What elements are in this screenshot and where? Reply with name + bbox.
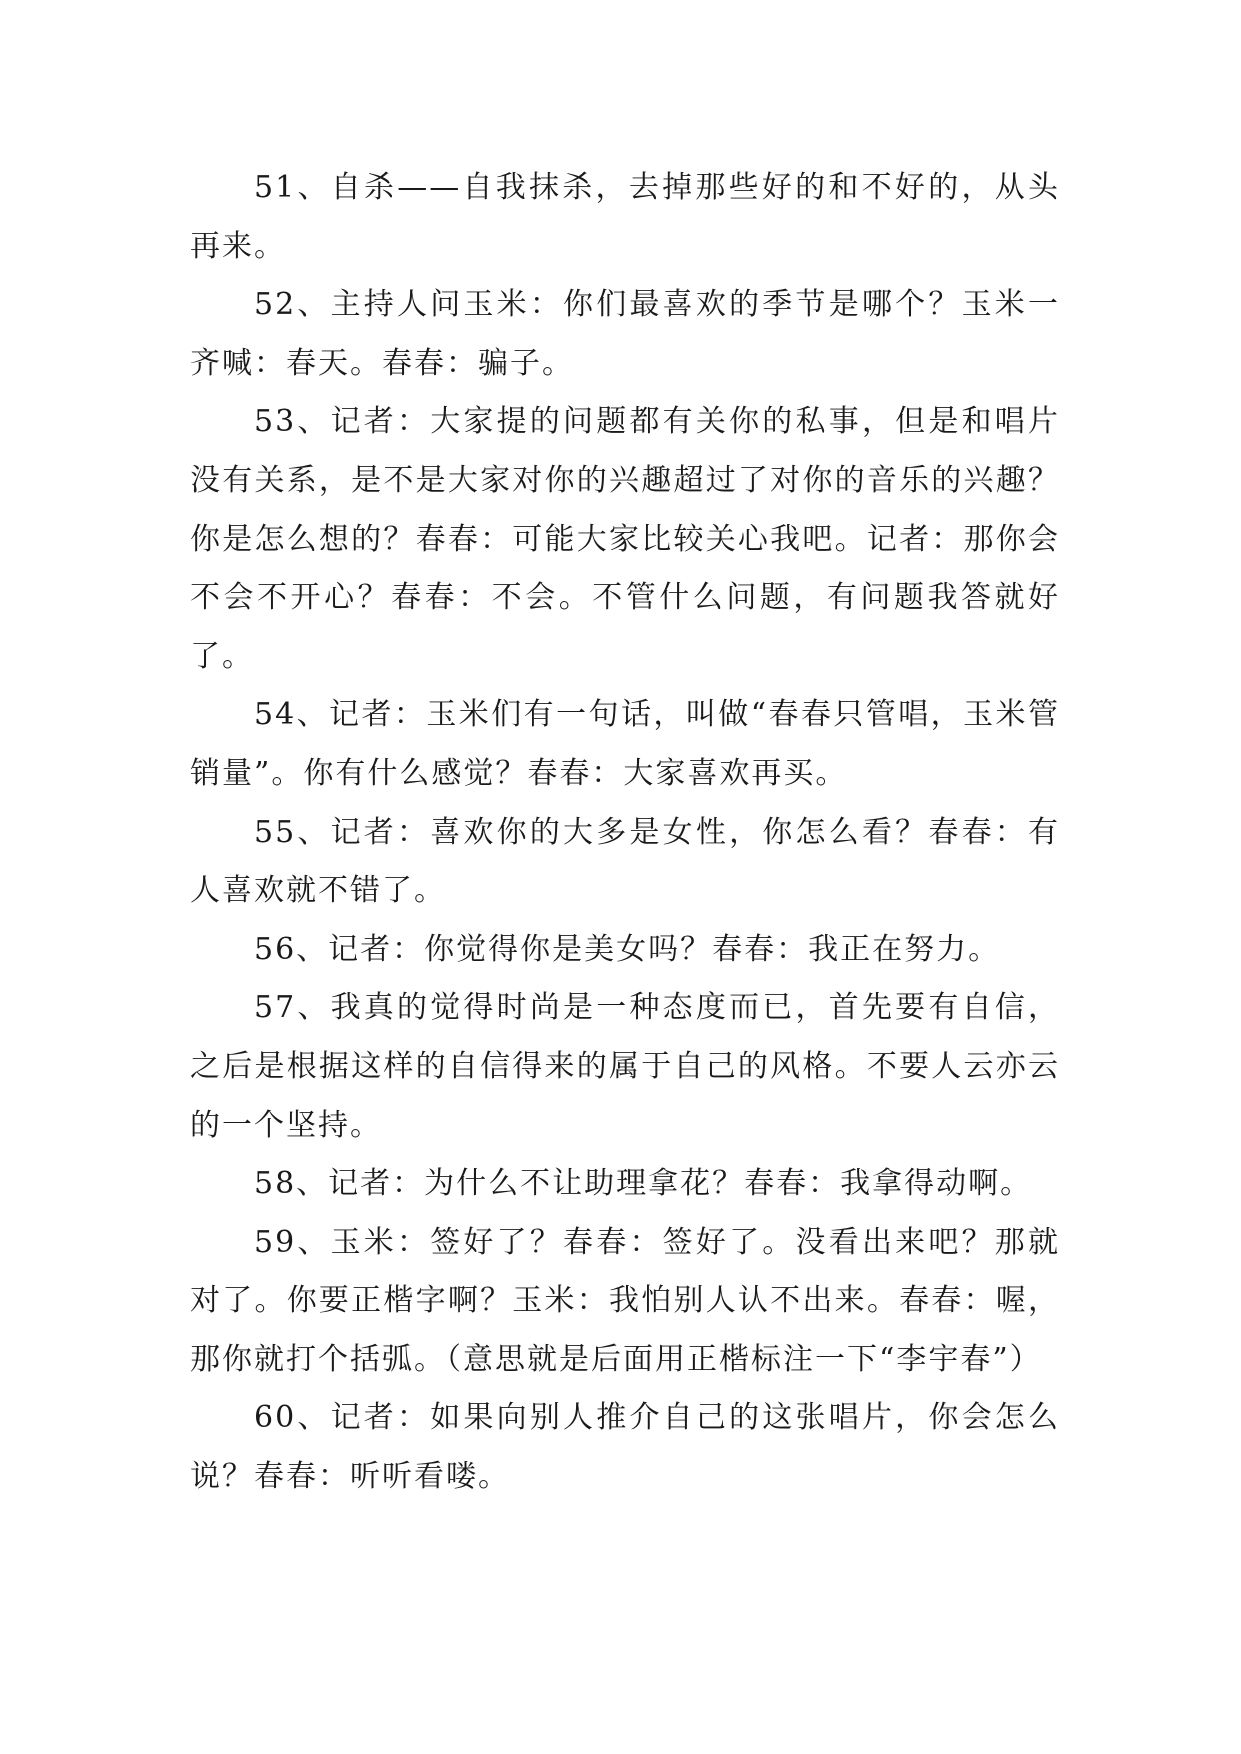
paragraph-60: 60、记者：如果向别人推介自己的这张唱片，你会怎么说？春春：听听看喽。 bbox=[190, 1400, 1060, 1495]
paragraph-56: 56、记者：你觉得你是美女吗？春春：我正在努力。 bbox=[254, 931, 1001, 967]
document-body bbox=[190, 159, 1060, 1507]
paragraph-58: 58、记者：为什么不让助理拿花？春春：我拿得动啊。 bbox=[254, 1166, 1033, 1202]
paragraph-57: 57、我真的觉得时尚是一种态度而已，首先要有自信，之后是根据这样的自信得来的属于自己的风格。不要人云亦云的一个坚持。 bbox=[190, 990, 1060, 1143]
paragraph-53: 53、记者：大家提的问题都有关你的私事，但是和唱片没有关系，是不是大家对你的兴趣超过了对你的音乐的兴趣？你是怎么想的？春春：可能大家比较关心我吧。记者：那你会不会不开心？春春：不会。不管什么问题，有问题我答就好了。 bbox=[190, 404, 1060, 674]
paragraph-59: 59、玉米：签好了？春春：签好了。没看出来吧？那就对了。你要正楷字啊？玉米：我怕别人认不出来。春春：喔，那你就打个括弧。（意思就是后面用正楷标注一下“李宇春”） bbox=[190, 1224, 1060, 1377]
paragraph-52: 52、主持人问玉米：你们最喜欢的季节是哪个？玉米一齐喊：春天。春春：骗子。 bbox=[190, 287, 1060, 381]
paragraph-54: 54、记者：玉米们有一句话，叫做“春春只管唱，玉米管销量”。你有什么感觉？春春：大家喜欢再买。 bbox=[190, 697, 1060, 791]
paragraph-55: 55、记者：喜欢你的大多是女性，你怎么看？春春：有人喜欢就不错了。 bbox=[190, 814, 1060, 909]
paragraph-51: 51、自杀——自我抹杀，去掉那些好的和不好的，从头再来。 bbox=[190, 170, 1060, 264]
